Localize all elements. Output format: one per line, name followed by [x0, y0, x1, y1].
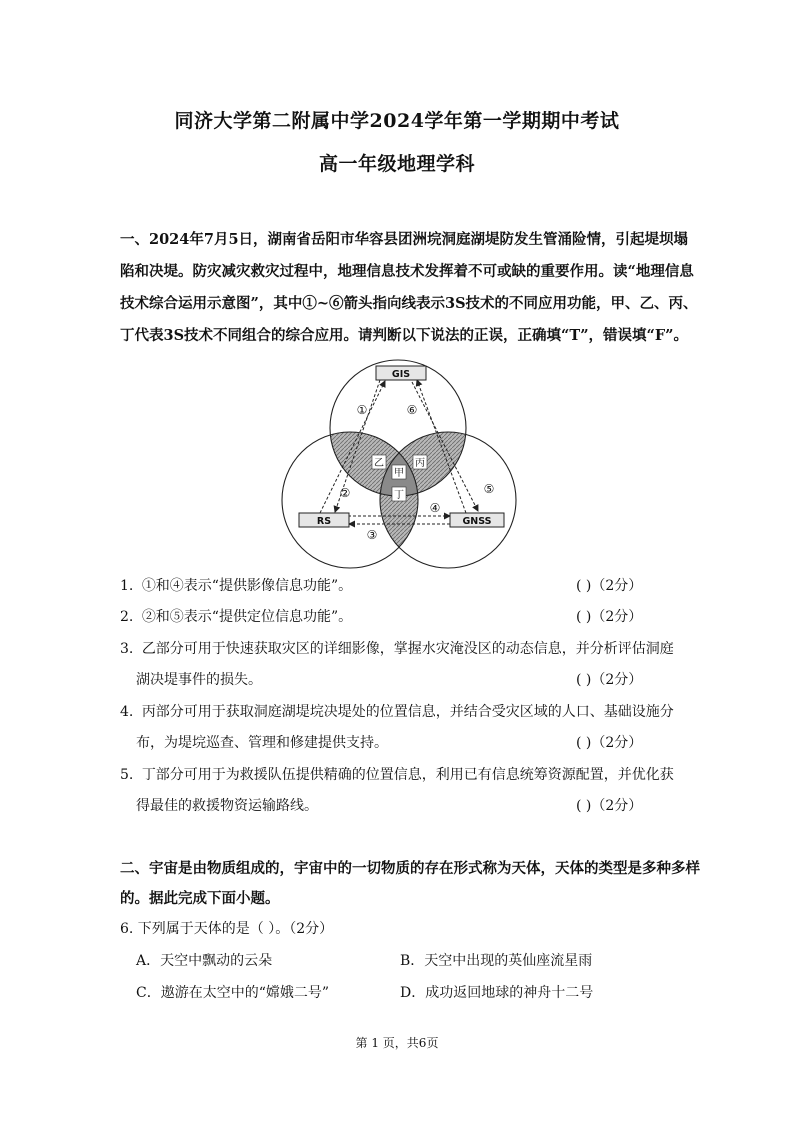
question-3-line2: 湖决堤事件的损失。	[136, 672, 262, 688]
section2-intro-line1: 二、宇宙是由物质组成的，宇宙中的一切物质的存在形式称为天体，天体的类型是多种多样	[120, 860, 700, 877]
question-number: 1.	[120, 578, 134, 594]
question-text: 丁部分可用于为救援队伍提供精确的位置信息，利用已有信息统筹资源配置，并优化获	[141, 767, 674, 783]
answer-blank[interactable]: ( )	[576, 735, 592, 751]
option-a[interactable]: A．天空中飘动的云朵	[136, 953, 273, 969]
region-label-jia: 甲	[394, 468, 404, 479]
section1-intro-line4: 丁代表3S技术不同组合的综合应用。请判断以下说法的正误，正确填“T”，错误填“F”。	[120, 327, 689, 344]
gnss-box	[450, 513, 504, 527]
question-text: ①和④表示“提供影像信息功能”。	[141, 578, 353, 594]
question-6-stem: 6. 下列属于天体的是（ ）。（2分）	[120, 921, 334, 937]
exam-title: 同济大学第二附属中学2024学年第一学期期中考试	[174, 110, 620, 132]
option-d[interactable]: D．成功返回地球的神舟十二号	[400, 985, 594, 1001]
answer-blank[interactable]: ( )	[576, 609, 592, 625]
score-text: （2分）	[591, 798, 643, 814]
arrow-label-5: ⑤	[483, 482, 495, 496]
question-number: 4.	[120, 704, 134, 720]
section2-intro-line2: 的。据此完成下面小题。	[120, 890, 280, 907]
gis-box	[376, 366, 426, 380]
gnss-label: GNSS	[462, 516, 492, 527]
question-text: ②和⑤表示“提供定位信息功能”。	[141, 609, 353, 625]
question-3-answer[interactable]	[576, 669, 642, 689]
arrow-label-6: ⑥	[406, 403, 418, 417]
question-text: 丙部分可用于获取洞庭湖堤垸决堤处的位置信息，并结合受灾区域的人口、基础设施分	[141, 704, 674, 720]
section1-intro-line3: 技术综合运用示意图”，其中①~⑥箭头指向线表示3S技术的不同应用功能，甲、乙、丙、	[120, 295, 698, 312]
score-text: （2分）	[591, 578, 643, 594]
question-4-line2: 布，为堤垸巡查、管理和修建提供支持。	[136, 735, 388, 751]
question-number: 3.	[120, 641, 134, 657]
gis-label: GIS	[391, 369, 411, 380]
score-text: （2分）	[591, 735, 643, 751]
question-5-line2: 得最佳的救援物资运输路线。	[136, 798, 318, 814]
exam-subtitle: 高一年级地理学科	[318, 153, 475, 175]
region-label-ding: 丁	[394, 490, 404, 501]
3s-venn-diagram	[270, 352, 530, 577]
arrow-label-4: ④	[429, 501, 441, 515]
section1-intro-line1: 一、2024年7月5日，湖南省岳阳市华容县团洲垸洞庭湖堤防发生管涌险情，引起堤坝塌	[120, 231, 689, 248]
question-3	[120, 638, 674, 658]
arrow-label-3: ③	[366, 528, 378, 542]
page-footer: 第 1 页，共6页	[355, 1036, 439, 1050]
answer-blank[interactable]: ( )	[576, 672, 592, 688]
question-5-answer[interactable]	[576, 795, 642, 815]
question-2	[120, 606, 352, 626]
answer-blank[interactable]: ( )	[576, 578, 592, 594]
question-5	[120, 764, 674, 784]
region-label-yi: 乙	[374, 458, 384, 469]
section1-intro-line2: 陷和决堤。防灾减灾救灾过程中，地理信息技术发挥着不可或缺的重要作用。读“地理信息	[120, 263, 694, 280]
score-text: （2分）	[591, 672, 643, 688]
question-number: 2.	[120, 609, 134, 625]
answer-blank[interactable]: ( )	[576, 798, 592, 814]
option-b[interactable]: B．天空中出现的英仙座流星雨	[400, 953, 593, 969]
arrow-label-1: ①	[356, 403, 368, 417]
arrow-label-2: ②	[339, 486, 351, 500]
question-1	[120, 575, 352, 595]
region-label-bing: 丙	[415, 458, 425, 469]
option-c[interactable]: C．遨游在太空中的“嫦娥二号”	[136, 985, 330, 1001]
question-2-answer[interactable]	[576, 606, 642, 626]
rs-label: RS	[316, 516, 332, 527]
question-number: 5.	[120, 767, 134, 783]
rs-box	[299, 513, 349, 527]
question-1-answer[interactable]	[576, 575, 642, 595]
question-text: 乙部分可用于快速获取灾区的详细影像，掌握水灾淹没区的动态信息，并分析评估洞庭	[141, 641, 674, 657]
question-4	[120, 701, 674, 721]
question-4-answer[interactable]	[576, 732, 642, 752]
score-text: （2分）	[591, 609, 643, 625]
